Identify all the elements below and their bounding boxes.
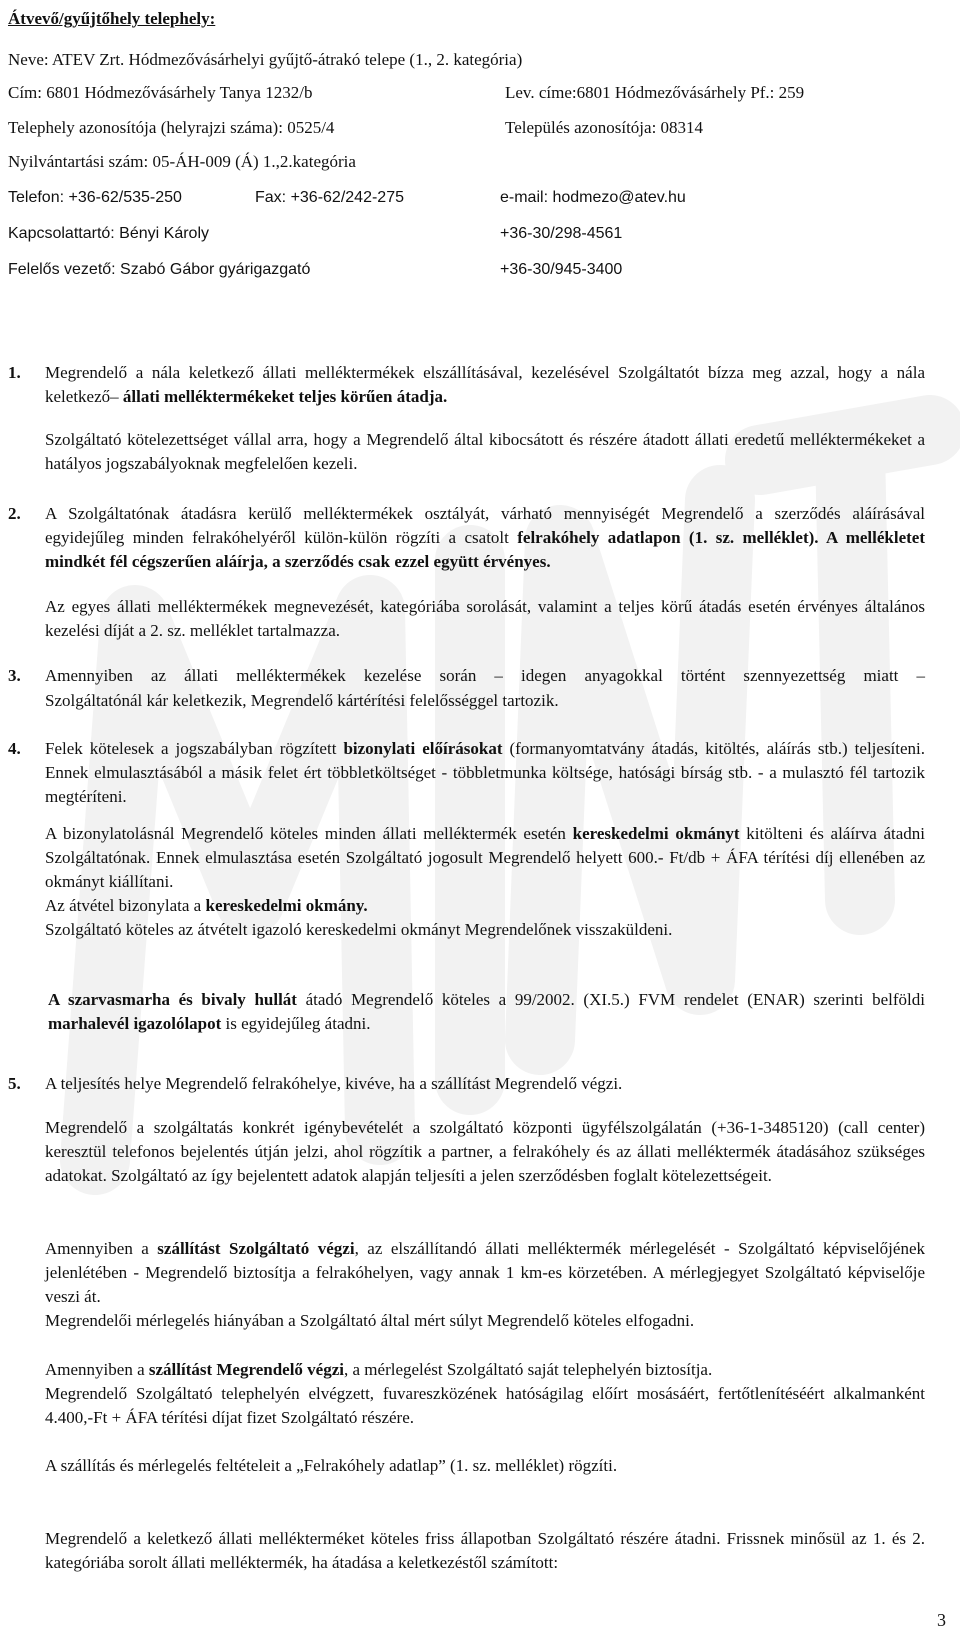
section-3-line-2: Szolgáltatónál kár keletkezik, Megrendelő kártérítési felelősséggel tartozik.: [45, 691, 559, 710]
section-3-line-1: Amennyiben az állati melléktermékek kezelése során – idegen anyagokkal történt szennyezettség miatt –: [45, 666, 925, 685]
section-5-paragraph-2: [45, 1237, 925, 1333]
s5-p2-bold: szállítást Szolgáltató végzi: [157, 1239, 355, 1258]
section-2-paragraph-1: [45, 502, 925, 574]
section-1-number: 1.: [8, 363, 21, 382]
site-address: Cím: 6801 Hódmezővásárhely Tanya 1232/b: [8, 83, 313, 102]
section-5-paragraph-3: [45, 1358, 925, 1430]
contact-phone: +36-30/298-4561: [500, 225, 623, 242]
site-name: Neve: ATEV Zrt. Hódmezővásárhelyi gyűjtő-átrakó telepe (1., 2. kategória): [8, 50, 523, 69]
section-2-number: 2.: [8, 504, 21, 523]
section-4-paragraph-2: [45, 822, 925, 894]
s1-text: Megrendelő a nála keletkező állati melléktermékek elszállításával, kezelésével Szolgáltatót bízza meg azzal, hogy a nála keletkező–: [45, 363, 925, 406]
section-1-paragraph-1: [45, 361, 925, 409]
s4-p2-text-c: kitölteni és aláírva átadni Szolgáltatónak. Ennek elmulasztása esetén Szolgáltató jogosult Megrendelő helyett 600.- Ft/db + ÁFA térítési díj ellenében az okmányt kiállítani.: [45, 824, 926, 891]
section-5-number: 5.: [8, 1074, 21, 1093]
s4-bold: bizonylati előírásokat: [343, 739, 503, 758]
registry-number: Nyilvántartási szám: 05-ÁH-009 (Á) 1.,2.kategória: [8, 152, 356, 171]
mail-address: Lev. címe:6801 Hódmezővásárhely Pf.: 259: [505, 83, 805, 102]
s4-p2-bold: kereskedelmi okmányt: [572, 824, 740, 843]
s4-p3-bold: kereskedelmi okmány.: [205, 896, 368, 915]
section-4-paragraph-3: [45, 894, 925, 918]
s5-p2-text-c: , az elszállítandó állati melléktermék mérlegelését - Szolgáltató képviselőjének jelenlétében - Megrendelő biztosítja a felrakóhelyen, vagy annak 1 km-es körzetében. A mérlegjegyet Szolgáltató képviselője veszi át.: [45, 1239, 925, 1306]
site-title: Átvevő/gyűjtőhely telephely:: [8, 9, 216, 28]
manager: Felelős vezető: Szabó Gábor gyárigazgató: [8, 261, 311, 278]
page-number: 3: [937, 1610, 946, 1630]
section-2-paragraph-2: Az egyes állati melléktermékek megnevezését, kategóriába sorolását, valamint a teljes körű átadás esetén érvényes általános kezelési díját a 2. sz. melléklet tartalmazza.: [45, 597, 925, 640]
cattle-bold-a: A szarvasmarha és bivaly hullát: [48, 990, 297, 1009]
email: e-mail: hodmezo@atev.hu: [500, 189, 686, 206]
section-4-paragraph-4: Szolgáltató köteles az átvételt igazoló kereskedelmi okmányt Megrendelőnek visszaküldeni.: [45, 920, 673, 939]
phone: Telefon: +36-62/535-250: [8, 189, 182, 206]
section-4-number: 4.: [8, 739, 21, 758]
s5-p3-text-a: Amennyiben a: [45, 1360, 145, 1379]
fax: Fax: +36-62/242-275: [255, 189, 404, 206]
cattle-text-d: is egyidejűleg átadni.: [225, 1014, 371, 1033]
cattle-bold-c: marhalevél igazolólapot: [48, 1014, 222, 1033]
cattle-text-b: átadó Megrendelő köteles a 99/2002. (XI.5.) FVM rendelet (ENAR) szerinti belföldi: [305, 990, 925, 1009]
s2-bold: felrakóhely adatlapon (1. sz. melléklet). A mellékletet mindkét fél cégszerűen aláírja, a szerződés csak ezzel együtt érvényes.: [45, 528, 925, 571]
section-4-paragraph-1: [45, 737, 925, 809]
s4-p3-text: Az átvétel bizonylata a: [45, 896, 202, 915]
s4-text-c: (formanyomtatvány átadás, kitöltés, aláírás stb.) teljesíteni. Ennek elmulasztásából a másik felet ért többletköltséget - többletmunka költsége, hatósági bírság stb. - a mulasztó fél tartozik megtéríteni.: [45, 739, 926, 806]
section-3-number: 3.: [8, 666, 21, 685]
s5-p3-text-c: , a mérlegelést Szolgáltató saját telephelyén biztosítja.: [344, 1360, 713, 1379]
section-5-paragraph-5: Megrendelő a keletkező állati mellékterméket köteles friss állapotban Szolgáltató részére átadni. Frissnek minősül az 1. és 2. kategóriába sorolt állati melléktermék, ha átadása a keletkezéstől számított:: [45, 1529, 925, 1572]
section-1-paragraph-2: Szolgáltató kötelezettséget vállal arra, hogy a Megrendelő által kibocsátott és részére átadott állati eredetű melléktermékeket a hatályos jogszabályoknak megfelelően kezeli.: [45, 430, 925, 473]
section-5-paragraph-4: A szállítás és mérlegelés feltételeit a „Felrakóhely adatlap” (1. sz. melléklet) rögzíti.: [45, 1456, 618, 1475]
section-5-line: A teljesítés helye Megrendelő felrakóhelye, kivéve, ha a szállítást Megrendelő végzi.: [45, 1074, 623, 1093]
s5-p2-text-d: Megrendelői mérlegelés hiányában a Szolgáltató által mért súlyt Megrendelő köteles elfogadni.: [45, 1311, 695, 1330]
s5-p3-bold: szállítást Megrendelő végzi: [148, 1360, 344, 1379]
cattle-paragraph: [48, 988, 925, 1036]
s1-bold: állati melléktermékeket teljes körűen átadja.: [122, 387, 448, 406]
site-id: Telephely azonosítója (helyrajzi száma): 0525/4: [8, 118, 335, 137]
s5-p3-text-d: Megrendelő Szolgáltató telephelyén elvégzett, fuvareszközének hatóságilag előírt mosásáért, fertőtlenítéséért alkalmanként 4.400,-Ft + ÁFA térítési díjat fizet Szolgáltató részére.: [45, 1384, 925, 1427]
section-5-paragraph-1: Megrendelő a szolgáltatás konkrét igénybevételét a szolgáltató központi ügyfélszolgálatán (+36-1-3485120) (call center) keresztül telefonos bejelentés útján jelzi, ahol rögzítik a partner, a felrakóhely és az állati melléktermék átadásához szükséges adatokat. Szolgáltató az így bejelentett adatok alapján teljesíti a jelen szerződésben foglalt kötelezettségeit.: [45, 1118, 925, 1185]
settlement-id: Település azonosítója: 08314: [505, 118, 704, 137]
s5-p2-text-a: Amennyiben a: [45, 1239, 149, 1258]
s4-p2-text-a: A bizonylatolásnál Megrendelő köteles minden állati melléktermék esetén: [45, 824, 566, 843]
s2-text: A Szolgáltatónak átadásra kerülő melléktermékek osztályát, várható mennyiségét Megrendelő a szerződés aláírásával egyidejűleg minden felrakóhelyéről külön-külön rögzíti a csatolt: [45, 504, 925, 547]
manager-phone: +36-30/945-3400: [500, 261, 623, 278]
s4-text-a: Felek kötelesek a jogszabályban rögzített: [45, 739, 337, 758]
contact-person: Kapcsolattartó: Bényi Károly: [8, 225, 209, 242]
